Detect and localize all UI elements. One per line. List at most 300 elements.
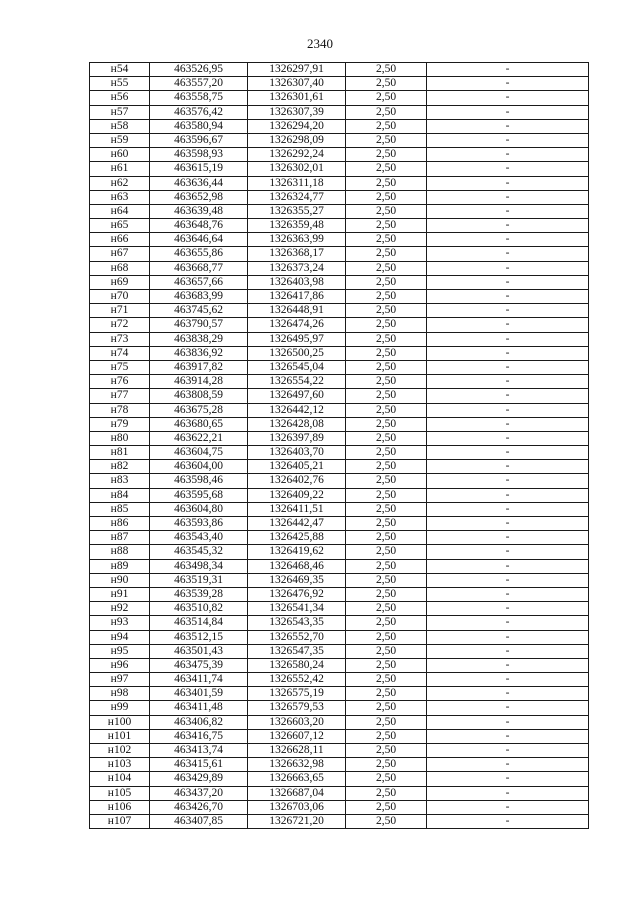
y-coordinate-cell: 1326307,40 [248, 77, 346, 91]
error-value-cell: 2,50 [346, 318, 427, 332]
table-row [90, 360, 589, 374]
table-row [90, 531, 589, 545]
note-cell: - [427, 814, 589, 828]
note-cell: - [427, 204, 589, 218]
error-value-cell: 2,50 [346, 744, 427, 758]
note-cell: - [427, 446, 589, 460]
point-id-cell: н106 [90, 800, 150, 814]
point-id-cell: н83 [90, 474, 150, 488]
y-coordinate-cell: 1326632,98 [248, 758, 346, 772]
x-coordinate-cell: 463526,95 [150, 63, 248, 77]
y-coordinate-cell: 1326405,21 [248, 460, 346, 474]
error-value-cell: 2,50 [346, 261, 427, 275]
note-cell: - [427, 176, 589, 190]
y-coordinate-cell: 1326545,04 [248, 360, 346, 374]
note-cell: - [427, 800, 589, 814]
x-coordinate-cell: 463646,64 [150, 233, 248, 247]
table-row [90, 573, 589, 587]
y-coordinate-cell: 1326425,88 [248, 531, 346, 545]
table-row [90, 517, 589, 531]
error-value-cell: 2,50 [346, 800, 427, 814]
x-coordinate-cell: 463539,28 [150, 587, 248, 601]
error-value-cell: 2,50 [346, 502, 427, 516]
point-id-cell: н98 [90, 687, 150, 701]
x-coordinate-cell: 463596,67 [150, 133, 248, 147]
x-coordinate-cell: 463501,43 [150, 644, 248, 658]
y-coordinate-cell: 1326547,35 [248, 644, 346, 658]
error-value-cell: 2,50 [346, 531, 427, 545]
error-value-cell: 2,50 [346, 133, 427, 147]
table-row [90, 204, 589, 218]
y-coordinate-cell: 1326497,60 [248, 389, 346, 403]
point-id-cell: н65 [90, 219, 150, 233]
error-value-cell: 2,50 [346, 758, 427, 772]
table-row [90, 673, 589, 687]
y-coordinate-cell: 1326474,26 [248, 318, 346, 332]
point-id-cell: н82 [90, 460, 150, 474]
x-coordinate-cell: 463838,29 [150, 332, 248, 346]
x-coordinate-cell: 463510,82 [150, 602, 248, 616]
table-row [90, 417, 589, 431]
error-value-cell: 2,50 [346, 559, 427, 573]
x-coordinate-cell: 463683,99 [150, 290, 248, 304]
error-value-cell: 2,50 [346, 105, 427, 119]
y-coordinate-cell: 1326409,22 [248, 488, 346, 502]
y-coordinate-cell: 1326663,65 [248, 772, 346, 786]
x-coordinate-cell: 463437,20 [150, 786, 248, 800]
table-row [90, 190, 589, 204]
note-cell: - [427, 219, 589, 233]
table-row [90, 616, 589, 630]
note-cell: - [427, 91, 589, 105]
note-cell: - [427, 105, 589, 119]
point-id-cell: н89 [90, 559, 150, 573]
x-coordinate-cell: 463411,48 [150, 701, 248, 715]
note-cell: - [427, 658, 589, 672]
point-id-cell: н79 [90, 417, 150, 431]
point-id-cell: н104 [90, 772, 150, 786]
error-value-cell: 2,50 [346, 446, 427, 460]
y-coordinate-cell: 1326359,48 [248, 219, 346, 233]
y-coordinate-cell: 1326476,92 [248, 587, 346, 601]
page-number: 2340 [307, 36, 333, 51]
point-id-cell: н103 [90, 758, 150, 772]
table-row [90, 715, 589, 729]
y-coordinate-cell: 1326603,20 [248, 715, 346, 729]
error-value-cell: 2,50 [346, 786, 427, 800]
point-id-cell: н101 [90, 729, 150, 743]
point-id-cell: н105 [90, 786, 150, 800]
table-row [90, 275, 589, 289]
note-cell: - [427, 729, 589, 743]
y-coordinate-cell: 1326575,19 [248, 687, 346, 701]
table-row [90, 446, 589, 460]
point-id-cell: н88 [90, 545, 150, 559]
y-coordinate-cell: 1326703,06 [248, 800, 346, 814]
table-row [90, 346, 589, 360]
y-coordinate-cell: 1326442,12 [248, 403, 346, 417]
x-coordinate-cell: 463598,46 [150, 474, 248, 488]
table-row [90, 545, 589, 559]
error-value-cell: 2,50 [346, 602, 427, 616]
y-coordinate-cell: 1326355,27 [248, 204, 346, 218]
point-id-cell: н58 [90, 119, 150, 133]
point-id-cell: н95 [90, 644, 150, 658]
note-cell: - [427, 786, 589, 800]
point-id-cell: н70 [90, 290, 150, 304]
y-coordinate-cell: 1326373,24 [248, 261, 346, 275]
point-id-cell: н67 [90, 247, 150, 261]
point-id-cell: н96 [90, 658, 150, 672]
x-coordinate-cell: 463557,20 [150, 77, 248, 91]
table-row [90, 559, 589, 573]
table-row [90, 460, 589, 474]
point-id-cell: н66 [90, 233, 150, 247]
y-coordinate-cell: 1326607,12 [248, 729, 346, 743]
point-id-cell: н54 [90, 63, 150, 77]
note-cell: - [427, 375, 589, 389]
y-coordinate-cell: 1326469,35 [248, 573, 346, 587]
note-cell: - [427, 545, 589, 559]
point-id-cell: н78 [90, 403, 150, 417]
table-row [90, 786, 589, 800]
table-row [90, 701, 589, 715]
point-id-cell: н64 [90, 204, 150, 218]
y-coordinate-cell: 1326417,86 [248, 290, 346, 304]
error-value-cell: 2,50 [346, 417, 427, 431]
error-value-cell: 2,50 [346, 644, 427, 658]
table-row [90, 587, 589, 601]
y-coordinate-cell: 1326402,76 [248, 474, 346, 488]
x-coordinate-cell: 463519,31 [150, 573, 248, 587]
point-id-cell: н92 [90, 602, 150, 616]
y-coordinate-cell: 1326363,99 [248, 233, 346, 247]
error-value-cell: 2,50 [346, 814, 427, 828]
error-value-cell: 2,50 [346, 304, 427, 318]
table-row [90, 687, 589, 701]
note-cell: - [427, 630, 589, 644]
point-id-cell: н62 [90, 176, 150, 190]
table-row [90, 502, 589, 516]
x-coordinate-cell: 463914,28 [150, 375, 248, 389]
table-row [90, 474, 589, 488]
note-cell: - [427, 403, 589, 417]
x-coordinate-cell: 463598,93 [150, 148, 248, 162]
point-id-cell: н100 [90, 715, 150, 729]
point-id-cell: н93 [90, 616, 150, 630]
note-cell: - [427, 119, 589, 133]
table-row [90, 162, 589, 176]
y-coordinate-cell: 1326368,17 [248, 247, 346, 261]
point-id-cell: н68 [90, 261, 150, 275]
note-cell: - [427, 488, 589, 502]
error-value-cell: 2,50 [346, 488, 427, 502]
note-cell: - [427, 772, 589, 786]
y-coordinate-cell: 1326579,53 [248, 701, 346, 715]
point-id-cell: н87 [90, 531, 150, 545]
point-id-cell: н86 [90, 517, 150, 531]
point-id-cell: н76 [90, 375, 150, 389]
note-cell: - [427, 673, 589, 687]
table-row [90, 176, 589, 190]
error-value-cell: 2,50 [346, 190, 427, 204]
x-coordinate-cell: 463648,76 [150, 219, 248, 233]
x-coordinate-cell: 463407,85 [150, 814, 248, 828]
coordinates-table-body [90, 63, 589, 829]
error-value-cell: 2,50 [346, 162, 427, 176]
y-coordinate-cell: 1326294,20 [248, 119, 346, 133]
x-coordinate-cell: 463576,42 [150, 105, 248, 119]
x-coordinate-cell: 463413,74 [150, 744, 248, 758]
point-id-cell: н81 [90, 446, 150, 460]
note-cell: - [427, 190, 589, 204]
x-coordinate-cell: 463580,94 [150, 119, 248, 133]
y-coordinate-cell: 1326543,35 [248, 616, 346, 630]
note-cell: - [427, 474, 589, 488]
x-coordinate-cell: 463426,70 [150, 800, 248, 814]
error-value-cell: 2,50 [346, 658, 427, 672]
note-cell: - [427, 602, 589, 616]
y-coordinate-cell: 1326311,18 [248, 176, 346, 190]
table-row [90, 219, 589, 233]
x-coordinate-cell: 463593,86 [150, 517, 248, 531]
note-cell: - [427, 318, 589, 332]
point-id-cell: н84 [90, 488, 150, 502]
error-value-cell: 2,50 [346, 204, 427, 218]
x-coordinate-cell: 463604,80 [150, 502, 248, 516]
table-row [90, 800, 589, 814]
note-cell: - [427, 148, 589, 162]
table-row [90, 403, 589, 417]
error-value-cell: 2,50 [346, 346, 427, 360]
error-value-cell: 2,50 [346, 729, 427, 743]
table-row [90, 332, 589, 346]
y-coordinate-cell: 1326292,24 [248, 148, 346, 162]
table-row [90, 91, 589, 105]
y-coordinate-cell: 1326411,51 [248, 502, 346, 516]
error-value-cell: 2,50 [346, 616, 427, 630]
y-coordinate-cell: 1326721,20 [248, 814, 346, 828]
x-coordinate-cell: 463622,21 [150, 431, 248, 445]
error-value-cell: 2,50 [346, 91, 427, 105]
point-id-cell: н80 [90, 431, 150, 445]
note-cell: - [427, 559, 589, 573]
error-value-cell: 2,50 [346, 701, 427, 715]
x-coordinate-cell: 463401,59 [150, 687, 248, 701]
error-value-cell: 2,50 [346, 247, 427, 261]
y-coordinate-cell: 1326552,42 [248, 673, 346, 687]
table-row [90, 318, 589, 332]
table-row [90, 133, 589, 147]
y-coordinate-cell: 1326403,70 [248, 446, 346, 460]
error-value-cell: 2,50 [346, 375, 427, 389]
table-row [90, 488, 589, 502]
y-coordinate-cell: 1326297,91 [248, 63, 346, 77]
point-id-cell: н69 [90, 275, 150, 289]
note-cell: - [427, 360, 589, 374]
note-cell: - [427, 332, 589, 346]
point-id-cell: н73 [90, 332, 150, 346]
note-cell: - [427, 275, 589, 289]
point-id-cell: н59 [90, 133, 150, 147]
y-coordinate-cell: 1326324,77 [248, 190, 346, 204]
point-id-cell: н74 [90, 346, 150, 360]
coordinates-table [89, 62, 589, 829]
note-cell: - [427, 77, 589, 91]
note-cell: - [427, 261, 589, 275]
error-value-cell: 2,50 [346, 460, 427, 474]
point-id-cell: н71 [90, 304, 150, 318]
table-row [90, 772, 589, 786]
x-coordinate-cell: 463475,39 [150, 658, 248, 672]
x-coordinate-cell: 463636,44 [150, 176, 248, 190]
error-value-cell: 2,50 [346, 545, 427, 559]
table-row [90, 233, 589, 247]
error-value-cell: 2,50 [346, 474, 427, 488]
table-row [90, 77, 589, 91]
error-value-cell: 2,50 [346, 517, 427, 531]
x-coordinate-cell: 463836,92 [150, 346, 248, 360]
point-id-cell: н77 [90, 389, 150, 403]
x-coordinate-cell: 463657,66 [150, 275, 248, 289]
note-cell: - [427, 644, 589, 658]
y-coordinate-cell: 1326419,62 [248, 545, 346, 559]
table-row [90, 261, 589, 275]
x-coordinate-cell: 463543,40 [150, 531, 248, 545]
point-id-cell: н85 [90, 502, 150, 516]
table-row [90, 63, 589, 77]
table-row [90, 602, 589, 616]
note-cell: - [427, 758, 589, 772]
point-id-cell: н91 [90, 587, 150, 601]
table-row [90, 814, 589, 828]
point-id-cell: н63 [90, 190, 150, 204]
note-cell: - [427, 701, 589, 715]
note-cell: - [427, 247, 589, 261]
note-cell: - [427, 573, 589, 587]
x-coordinate-cell: 463415,61 [150, 758, 248, 772]
error-value-cell: 2,50 [346, 687, 427, 701]
y-coordinate-cell: 1326468,46 [248, 559, 346, 573]
point-id-cell: н55 [90, 77, 150, 91]
point-id-cell: н102 [90, 744, 150, 758]
y-coordinate-cell: 1326500,25 [248, 346, 346, 360]
point-id-cell: н107 [90, 814, 150, 828]
error-value-cell: 2,50 [346, 389, 427, 403]
note-cell: - [427, 744, 589, 758]
x-coordinate-cell: 463808,59 [150, 389, 248, 403]
x-coordinate-cell: 463604,00 [150, 460, 248, 474]
point-id-cell: н90 [90, 573, 150, 587]
error-value-cell: 2,50 [346, 715, 427, 729]
x-coordinate-cell: 463411,74 [150, 673, 248, 687]
x-coordinate-cell: 463604,75 [150, 446, 248, 460]
note-cell: - [427, 417, 589, 431]
table-row [90, 119, 589, 133]
point-id-cell: н61 [90, 162, 150, 176]
note-cell: - [427, 587, 589, 601]
point-id-cell: н97 [90, 673, 150, 687]
error-value-cell: 2,50 [346, 219, 427, 233]
point-id-cell: н72 [90, 318, 150, 332]
x-coordinate-cell: 463595,68 [150, 488, 248, 502]
error-value-cell: 2,50 [346, 673, 427, 687]
y-coordinate-cell: 1326580,24 [248, 658, 346, 672]
note-cell: - [427, 616, 589, 630]
note-cell: - [427, 233, 589, 247]
error-value-cell: 2,50 [346, 233, 427, 247]
y-coordinate-cell: 1326541,34 [248, 602, 346, 616]
x-coordinate-cell: 463680,65 [150, 417, 248, 431]
x-coordinate-cell: 463652,98 [150, 190, 248, 204]
point-id-cell: н99 [90, 701, 150, 715]
x-coordinate-cell: 463790,57 [150, 318, 248, 332]
point-id-cell: н57 [90, 105, 150, 119]
table-row [90, 389, 589, 403]
note-cell: - [427, 517, 589, 531]
table-row [90, 375, 589, 389]
note-cell: - [427, 687, 589, 701]
error-value-cell: 2,50 [346, 148, 427, 162]
y-coordinate-cell: 1326298,09 [248, 133, 346, 147]
table-row [90, 304, 589, 318]
note-cell: - [427, 531, 589, 545]
error-value-cell: 2,50 [346, 290, 427, 304]
y-coordinate-cell: 1326448,91 [248, 304, 346, 318]
x-coordinate-cell: 463917,82 [150, 360, 248, 374]
table-row [90, 431, 589, 445]
x-coordinate-cell: 463639,48 [150, 204, 248, 218]
y-coordinate-cell: 1326554,22 [248, 375, 346, 389]
y-coordinate-cell: 1326403,98 [248, 275, 346, 289]
x-coordinate-cell: 463675,28 [150, 403, 248, 417]
point-id-cell: н75 [90, 360, 150, 374]
y-coordinate-cell: 1326628,11 [248, 744, 346, 758]
y-coordinate-cell: 1326552,70 [248, 630, 346, 644]
error-value-cell: 2,50 [346, 77, 427, 91]
x-coordinate-cell: 463558,75 [150, 91, 248, 105]
table-row [90, 758, 589, 772]
table-row [90, 729, 589, 743]
table-row [90, 658, 589, 672]
x-coordinate-cell: 463512,15 [150, 630, 248, 644]
point-id-cell: н94 [90, 630, 150, 644]
x-coordinate-cell: 463429,89 [150, 772, 248, 786]
error-value-cell: 2,50 [346, 275, 427, 289]
error-value-cell: 2,50 [346, 403, 427, 417]
note-cell: - [427, 715, 589, 729]
y-coordinate-cell: 1326687,04 [248, 786, 346, 800]
table-row [90, 247, 589, 261]
table-row [90, 148, 589, 162]
error-value-cell: 2,50 [346, 587, 427, 601]
x-coordinate-cell: 463498,34 [150, 559, 248, 573]
note-cell: - [427, 502, 589, 516]
error-value-cell: 2,50 [346, 63, 427, 77]
y-coordinate-cell: 1326301,61 [248, 91, 346, 105]
y-coordinate-cell: 1326495,97 [248, 332, 346, 346]
error-value-cell: 2,50 [346, 176, 427, 190]
table-row [90, 644, 589, 658]
error-value-cell: 2,50 [346, 332, 427, 346]
x-coordinate-cell: 463745,62 [150, 304, 248, 318]
error-value-cell: 2,50 [346, 772, 427, 786]
y-coordinate-cell: 1326397,89 [248, 431, 346, 445]
note-cell: - [427, 460, 589, 474]
y-coordinate-cell: 1326442,47 [248, 517, 346, 531]
point-id-cell: н56 [90, 91, 150, 105]
error-value-cell: 2,50 [346, 573, 427, 587]
